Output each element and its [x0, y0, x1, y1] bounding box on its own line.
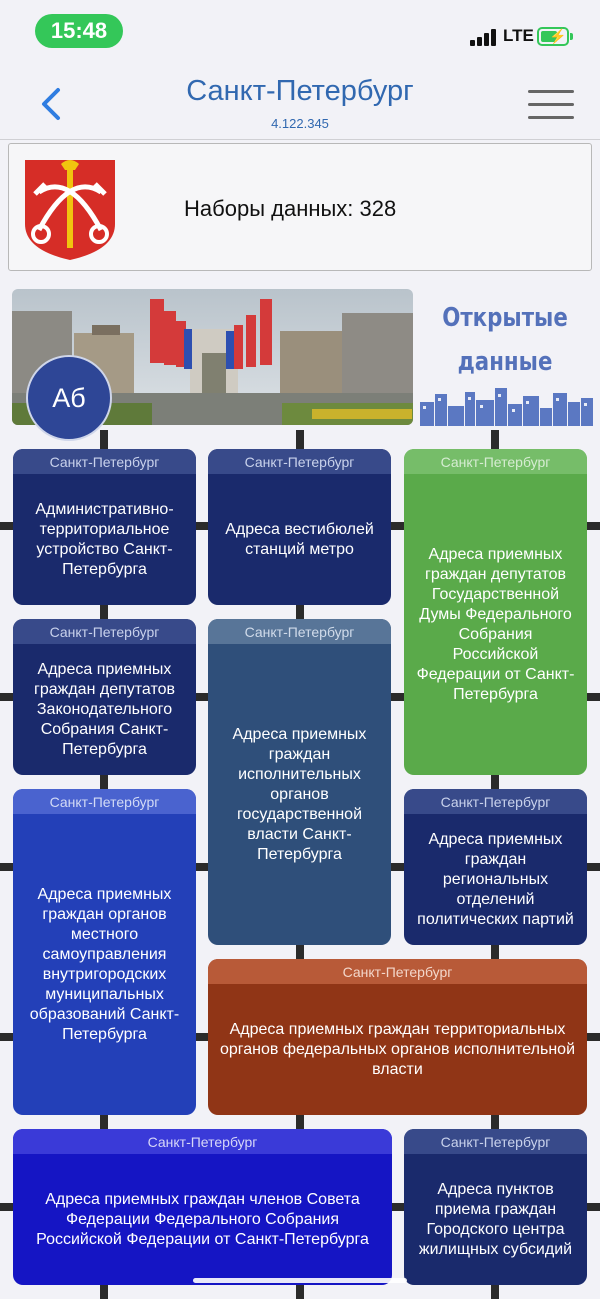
tile-region: Санкт-Петербург	[208, 959, 587, 984]
tile-title: Адреса приемных граждан депутатов Государственной Думы Федерального Собрания Российской Федерации от Санкт-Петербурга	[416, 545, 575, 703]
datasets-count: Наборы данных: 328	[184, 196, 397, 221]
tile-region: Санкт-Петербург	[208, 619, 391, 644]
status-bar	[0, 0, 600, 62]
page-subtitle: 4.122.345	[271, 116, 329, 131]
tile-region: Санкт-Петербург	[13, 1129, 392, 1154]
nav-bar	[0, 62, 600, 140]
tile-title: Адреса приемных граждан территориальных органов федеральных органов исполнительной власти	[219, 1020, 576, 1078]
dataset-tile[interactable]	[208, 449, 391, 605]
coat-of-arms-icon	[23, 152, 117, 262]
tile-region: Санкт-Петербург	[13, 789, 196, 814]
dataset-tile[interactable]	[13, 1129, 392, 1285]
tile-region: Санкт-Петербург	[404, 1129, 587, 1154]
dataset-tile[interactable]	[13, 789, 196, 1115]
tile-region: Санкт-Петербург	[208, 449, 391, 474]
tile-region: Санкт-Петербург	[404, 789, 587, 814]
skyline-icon	[420, 388, 593, 426]
signal-icon	[470, 29, 496, 46]
dataset-tile[interactable]	[208, 959, 587, 1115]
open-data-line1: Открытые	[442, 303, 568, 333]
tile-title: Адреса приемных граждан членов Совета Федерации Федерального Собрания Российской Федерации от Санкт-Петербурга	[36, 1190, 369, 1248]
tile-region: Санкт-Петербург	[404, 449, 587, 474]
menu-button[interactable]	[528, 90, 574, 120]
status-time[interactable]: 15:48	[35, 14, 123, 48]
dataset-tile[interactable]	[404, 449, 587, 775]
dataset-tile[interactable]	[404, 1129, 587, 1285]
tile-title: Адреса пунктов приема граждан Городского центра жилищных субсидий	[418, 1180, 573, 1258]
dataset-tile[interactable]	[208, 619, 391, 945]
tile-title: Адреса вестибюлей станций метро	[225, 520, 374, 558]
tile-title: Адреса приемных граждан органов местного самоуправления внутригородских муниципальных образований Санкт-Петербурга	[29, 885, 180, 1043]
tile-region: Санкт-Петербург	[13, 619, 196, 644]
tile-title: Административно-территориальное устройство Санкт-Петербурга	[35, 500, 174, 578]
battery-tip	[570, 33, 573, 40]
region-card	[8, 143, 592, 271]
dataset-tile[interactable]	[13, 619, 196, 775]
tile-title: Адреса приемных граждан региональных отделений политических партий	[417, 830, 574, 928]
tile-region: Санкт-Петербург	[13, 449, 196, 474]
page-title: Санкт-Петербург	[186, 75, 414, 107]
nav-divider	[0, 139, 600, 140]
avatar[interactable]: Аб	[26, 355, 112, 441]
home-indicator[interactable]	[193, 1278, 407, 1283]
network-label: LTE	[503, 26, 534, 45]
dataset-tile[interactable]	[13, 449, 196, 605]
battery-icon: ⚡	[537, 27, 569, 46]
open-data-logo	[435, 296, 574, 384]
open-data-line2: данные	[457, 347, 553, 377]
dataset-tile[interactable]	[404, 789, 587, 945]
tile-title: Адреса приемных граждан депутатов Законодательного Собрания Санкт-Петербурга	[34, 660, 175, 758]
tile-title: Адреса приемных граждан исполнительных органов государственной власти Санкт-Петербурга	[232, 725, 367, 863]
